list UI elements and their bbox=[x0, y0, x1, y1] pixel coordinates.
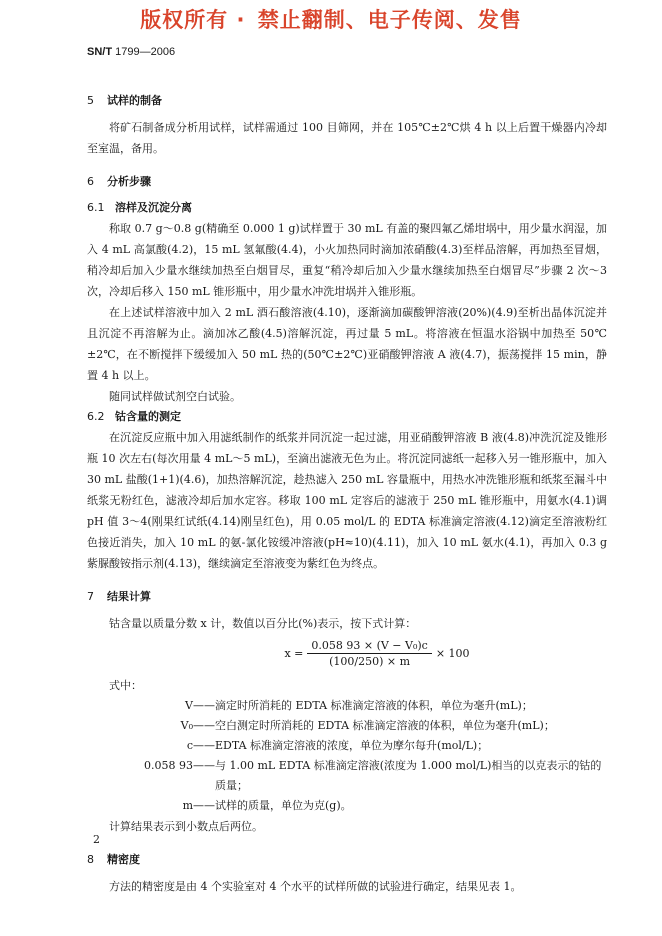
section-number: 8 bbox=[87, 853, 94, 866]
section-title: 试样的制备 bbox=[107, 94, 162, 107]
section-8-heading bbox=[87, 849, 607, 870]
definition-row bbox=[87, 716, 607, 736]
section-number: 7 bbox=[87, 590, 94, 603]
section-title: 结果计算 bbox=[107, 590, 151, 603]
subsection-number: 6.1 bbox=[87, 201, 105, 214]
formula-lhs: x = bbox=[284, 647, 304, 660]
section-6-1-paragraph-1: 称取 0.7 g～0.8 g(精确至 0.000 1 g)试样置于 30 mL 有盖的聚四氟乙烯坩埚中，用少量水润湿，加入 4 mL 高氯酸(4.2)，15 mL 氢氟酸(4.4)，小火加热同时滴加浓硝酸(4.3)至样品溶解，再加热至冒烟，稍冷却后加入少量水继续加热至白烟冒尽，重复“稍冷却后加入少量水继续加热至白烟冒尽”步骤 2 次～3 次，冷却后移入 150 mL 锥形瓶中，用少量水冲洗坩埚并入锥形瓶。 bbox=[87, 222, 607, 298]
formula-where-label: 式中： bbox=[109, 679, 142, 692]
section-8-paragraph: 方法的精密度是由 4 个实验室对 4 个水平的试样所做的试验进行确定，结果见表 1。 bbox=[109, 880, 522, 893]
page-number: 2 bbox=[93, 833, 100, 846]
section-6-1-paragraph-2: 在上述试样溶液中加入 2 mL 酒石酸溶液(4.10)，逐渐滴加碳酸钾溶液(20%)(4.9)至析出晶体沉淀并且沉淀不再溶解为止。滴加冰乙酸(4.5)溶解沉淀，再过量 5 mL。将溶液在恒温水浴锅中加热至 50℃±2℃，在不断搅拌下缓缓加入 50 mL 热的(50℃±2℃)亚硝酸钾溶液 A 液(4.7)，振荡搅拌 15 min，静置 4 h 以上。 bbox=[87, 306, 607, 382]
section-5-paragraph: 将矿石制备成分析用试样，试样需通过 100 目筛网，并在 105℃±2℃烘 4 h 以上后置干燥器内冷却至室温，备用。 bbox=[87, 121, 607, 155]
section-number: 6 bbox=[87, 175, 94, 188]
formula-denominator: (100/250) × m bbox=[329, 655, 411, 668]
variable-definitions bbox=[87, 696, 607, 816]
section-7-heading bbox=[87, 586, 607, 607]
section-6-1-paragraph-3: 随同试样做试剂空白试验。 bbox=[109, 390, 241, 403]
document-body bbox=[87, 90, 607, 897]
section-6-2-paragraph: 在沉淀反应瓶中加入用滤纸制作的纸浆并同沉淀一起过滤，用亚硝酸钾溶液 B 液(4.8)冲洗沉淀及锥形瓶 10 次左右(每次用量 4 mL～5 mL)，至滴出滤液无色为止。将沉淀同滤纸一起移入另一锥形瓶中，加入 30 mL 盐酸(1+1)(4.6)，加热溶解沉淀，趁热滤入 250 mL 容量瓶中，用热水冲洗锥形瓶和纸浆至漏斗中纸浆无粉红色，滤液冷却后加水定容。移取 100 mL 定容后的滤液于 250 mL 锥形瓶中，用氨水(4.1)调 pH 值 3～4(刚果红试纸(4.14)刚呈红色)，用 0.05 mol/L 的 EDTA 标准滴定溶液(4.12)滴定至溶液粉红色接近消失，加入 10 mL 的氨-氯化铵缓冲溶液(pH≈10)(4.11)，加入 10 mL 氨水(4.1)，再加入 0.3 g 紫脲酸铵指示剂(4.13)，继续滴定至溶液变为紫红色为终点。 bbox=[87, 431, 607, 570]
definition-symbol: c—— bbox=[186, 739, 215, 752]
banner-part-1: 版权所有 · bbox=[140, 8, 246, 32]
section-6-heading bbox=[87, 171, 607, 192]
definition-row bbox=[87, 756, 607, 796]
definition-symbol: 0.058 93—— bbox=[144, 759, 215, 772]
section-title: 精密度 bbox=[107, 853, 140, 866]
standard-prefix: SN/T bbox=[87, 46, 113, 58]
standard-number bbox=[87, 44, 175, 60]
result-precision-note: 计算结果表示到小数点后两位。 bbox=[109, 820, 263, 833]
subsection-title: 钴含量的测定 bbox=[115, 410, 181, 423]
section-title: 分析步骤 bbox=[107, 175, 151, 188]
section-7-intro: 钴含量以质量分数 x 计，数值以百分比(%)表示，按下式计算： bbox=[109, 617, 417, 630]
section-6-1-heading bbox=[87, 198, 607, 218]
cobalt-content-formula bbox=[147, 638, 607, 669]
formula-fraction bbox=[307, 638, 431, 669]
definition-text: 试样的质量，单位为克(g)。 bbox=[215, 799, 352, 812]
subsection-title: 溶样及沉淀分离 bbox=[115, 201, 192, 214]
formula-rhs: × 100 bbox=[435, 647, 470, 660]
standard-code: 1799—2006 bbox=[115, 46, 176, 58]
definition-row bbox=[87, 796, 607, 816]
section-number: 5 bbox=[87, 94, 94, 107]
subsection-number: 6.2 bbox=[87, 410, 105, 423]
definition-text: EDTA 标准滴定溶液的浓度，单位为摩尔每升(mol/L)； bbox=[215, 739, 489, 752]
formula-numerator: 0.058 93 × (V − V₀)c bbox=[307, 638, 431, 654]
definition-text: 空白测定时所消耗的 EDTA 标准滴定溶液的体积，单位为毫升(mL)； bbox=[215, 719, 555, 732]
definition-symbol: m—— bbox=[182, 799, 215, 812]
definition-row bbox=[87, 696, 607, 716]
definition-text: 滴定时所消耗的 EDTA 标准滴定溶液的体积，单位为毫升(mL)； bbox=[215, 699, 533, 712]
definition-text: 与 1.00 mL EDTA 标准滴定溶液(浓度为 1.000 mol/L)相当的以克表示的钴的质量； bbox=[215, 759, 602, 792]
definition-row bbox=[87, 736, 607, 756]
section-6-2-heading bbox=[87, 407, 607, 427]
definition-symbol: V₀—— bbox=[180, 719, 215, 732]
copyright-banner bbox=[0, 6, 662, 34]
banner-part-2: 禁止翻制、电子传阅、发售 bbox=[257, 8, 522, 32]
definition-symbol: V—— bbox=[185, 699, 215, 712]
section-5-heading bbox=[87, 90, 607, 111]
